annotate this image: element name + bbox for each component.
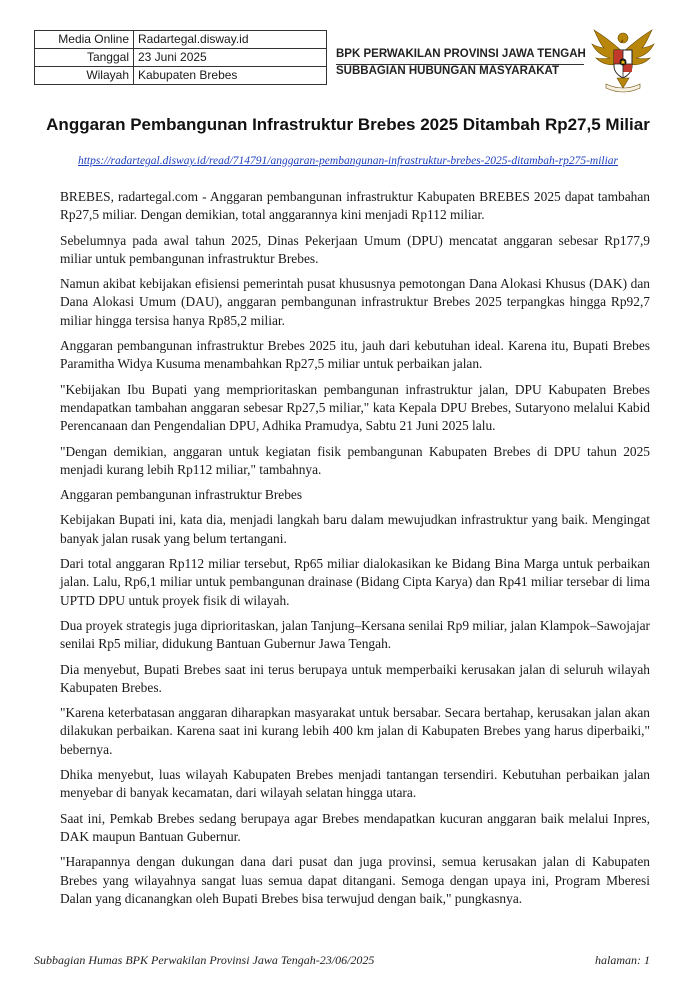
meta-label: Wilayah	[35, 67, 134, 85]
article-source-link[interactable]: https://radartegal.disway.id/read/714791/anggaran-pembangunan-infrastruktur-brebes-2025-ditambah-rp275-miliar	[77, 155, 619, 167]
garuda-emblem-icon	[590, 22, 656, 94]
article-title: Anggaran Pembangunan Infrastruktur Brebes 2025 Ditambah Rp27,5 Miliar	[46, 115, 650, 134]
meta-value: Radartegal.disway.id	[134, 31, 327, 49]
meta-label: Tanggal	[35, 49, 134, 67]
meta-row-media	[35, 31, 327, 49]
meta-row-region	[35, 67, 327, 85]
article-paragraph: Saat ini, Pemkab Brebes sedang berupaya agar Brebes mendapatkan kucuran anggaran baik melalui Inpres, DAK maupun Bantuan Gubernur.	[60, 810, 650, 844]
page-footer	[34, 953, 650, 968]
meta-value: Kabupaten Brebes	[134, 67, 327, 85]
organization-division: SUBBAGIAN HUBUNGAN MASYARAKAT	[336, 65, 559, 77]
article-paragraph: Dia menyebut, Bupati Brebes saat ini terus berupaya untuk memperbaiki kerusakan jalan di seluruh wilayah Kabupaten Brebes.	[60, 661, 650, 695]
organization-name: BPK PERWAKILAN PROVINSI JAWA TENGAH	[336, 48, 586, 60]
article-paragraph: Dua proyek strategis juga diprioritaskan, jalan Tanjung–Kersana senilai Rp9 miliar, jalan Klampok–Sawojajar senilai Rp5 miliar, didukung Bantuan Gubernur Jawa Tengah.	[60, 617, 650, 652]
article-paragraph: Anggaran pembangunan infrastruktur Brebes	[60, 487, 303, 503]
article-body	[60, 188, 650, 915]
article-paragraph: Dhika menyebut, luas wilayah Kabupaten Brebes menjadi tantangan tersendiri. Kebutuhan perbaikan jalan menyebar di banyak kecamatan, dari wilayah selatan hingga utara.	[60, 767, 650, 801]
article-paragraph: Sebelumnya pada awal tahun 2025, Dinas Pekerjaan Umum (DPU) mencatat anggaran sebesar Rp177,9 miliar untuk pembangunan infrastruktur Brebes.	[60, 232, 650, 266]
article-paragraph: Namun akibat kebijakan efisiensi pemerintah pusat khususnya pemotongan Dana Alokasi Khusus (DAK) dan Dana Alokasi Umum (DAU), anggaran pembangunan infrastruktur Brebes 2025 terpangkas hingga Rp92,7 miliar hingga tersisa hanya Rp85,2 miliar.	[60, 276, 650, 328]
meta-value: 23 Juni 2025	[134, 49, 327, 67]
article-paragraph: Anggaran pembangunan infrastruktur Brebes 2025 itu, jauh dari kebutuhan ideal. Karena itu, Bupati Brebes Paramitha Widya Kusuma menambahkan Rp27,5 miliar untuk perbaikan jalan.	[60, 338, 650, 372]
footer-source: Subbagian Humas BPK Perwakilan Provinsi Jawa Tengah-23/06/2025	[34, 953, 375, 967]
page-number: halaman: 1	[595, 953, 650, 967]
organization-header	[336, 46, 586, 80]
article-paragraph: Dari total anggaran Rp112 miliar tersebut, Rp65 miliar dialokasikan ke Bidang Bina Marga untuk perbaikan jalan. Lalu, Rp6,1 miliar untuk pembangunan drainase (Bidang Cipta Karya) dan Rp41 miliar tersebar di lima UPTD DPU untuk proyek fisik di wilayah.	[60, 556, 650, 608]
meta-table	[34, 30, 327, 85]
article-paragraph: BREBES, radartegal.com - Anggaran pembangunan infrastruktur Kabupaten BREBES 2025 dapat tambahan Rp27,5 miliar. Dengan demikian, total anggarannya kini menjadi Rp112 miliar.	[60, 189, 650, 223]
meta-label: Media Online	[35, 31, 134, 49]
article-paragraph: Kebijakan Bupati ini, kata dia, menjadi langkah baru dalam mewujudkan infrastruktur yang baik. Mengingat banyak jalan rusak yang belum tertangani.	[60, 512, 650, 546]
article-paragraph: "Karena keterbatasan anggaran diharapkan masyarakat untuk bersabar. Secara bertahap, kerusakan jalan akan dilakukan perbaikan. Karena saat ini kurang lebih 400 km jalan di Kabupaten Brebes yang harus diperbaiki," bebernya.	[60, 705, 650, 757]
article-paragraph: "Harapannya dengan dukungan dana dari pusat dan juga provinsi, semua kerusakan jalan di Kabupaten Brebes yang wilayahnya sangat luas semua dapat ditangani. Semoga dengan upaya ini, Program Mberesi Dalan yang dicanangkan oleh Bupati Brebes bisa terwujud dengan baik," pungkasnya.	[60, 854, 650, 906]
article-paragraph: "Dengan demikian, anggaran untuk kegiatan fisik pembangunan Kabupaten Brebes di DPU tahun 2025 menjadi kurang lebih Rp112 miliar," tambahnya.	[60, 443, 650, 477]
header-divider	[336, 64, 584, 65]
meta-row-date	[35, 49, 327, 67]
article-paragraph: "Kebijakan Ibu Bupati yang memprioritaskan pembangunan infrastruktur jalan, DPU Kabupaten Brebes mendapatkan tambahan anggaran sebesar Rp27,5 miliar," kata Kepala DPU Brebes, Sutaryono melalui Kabid Perencanaan dan Pengendalian DPU, Adhika Pramudya, Sabtu 21 Juni 2025 lalu.	[60, 381, 650, 434]
